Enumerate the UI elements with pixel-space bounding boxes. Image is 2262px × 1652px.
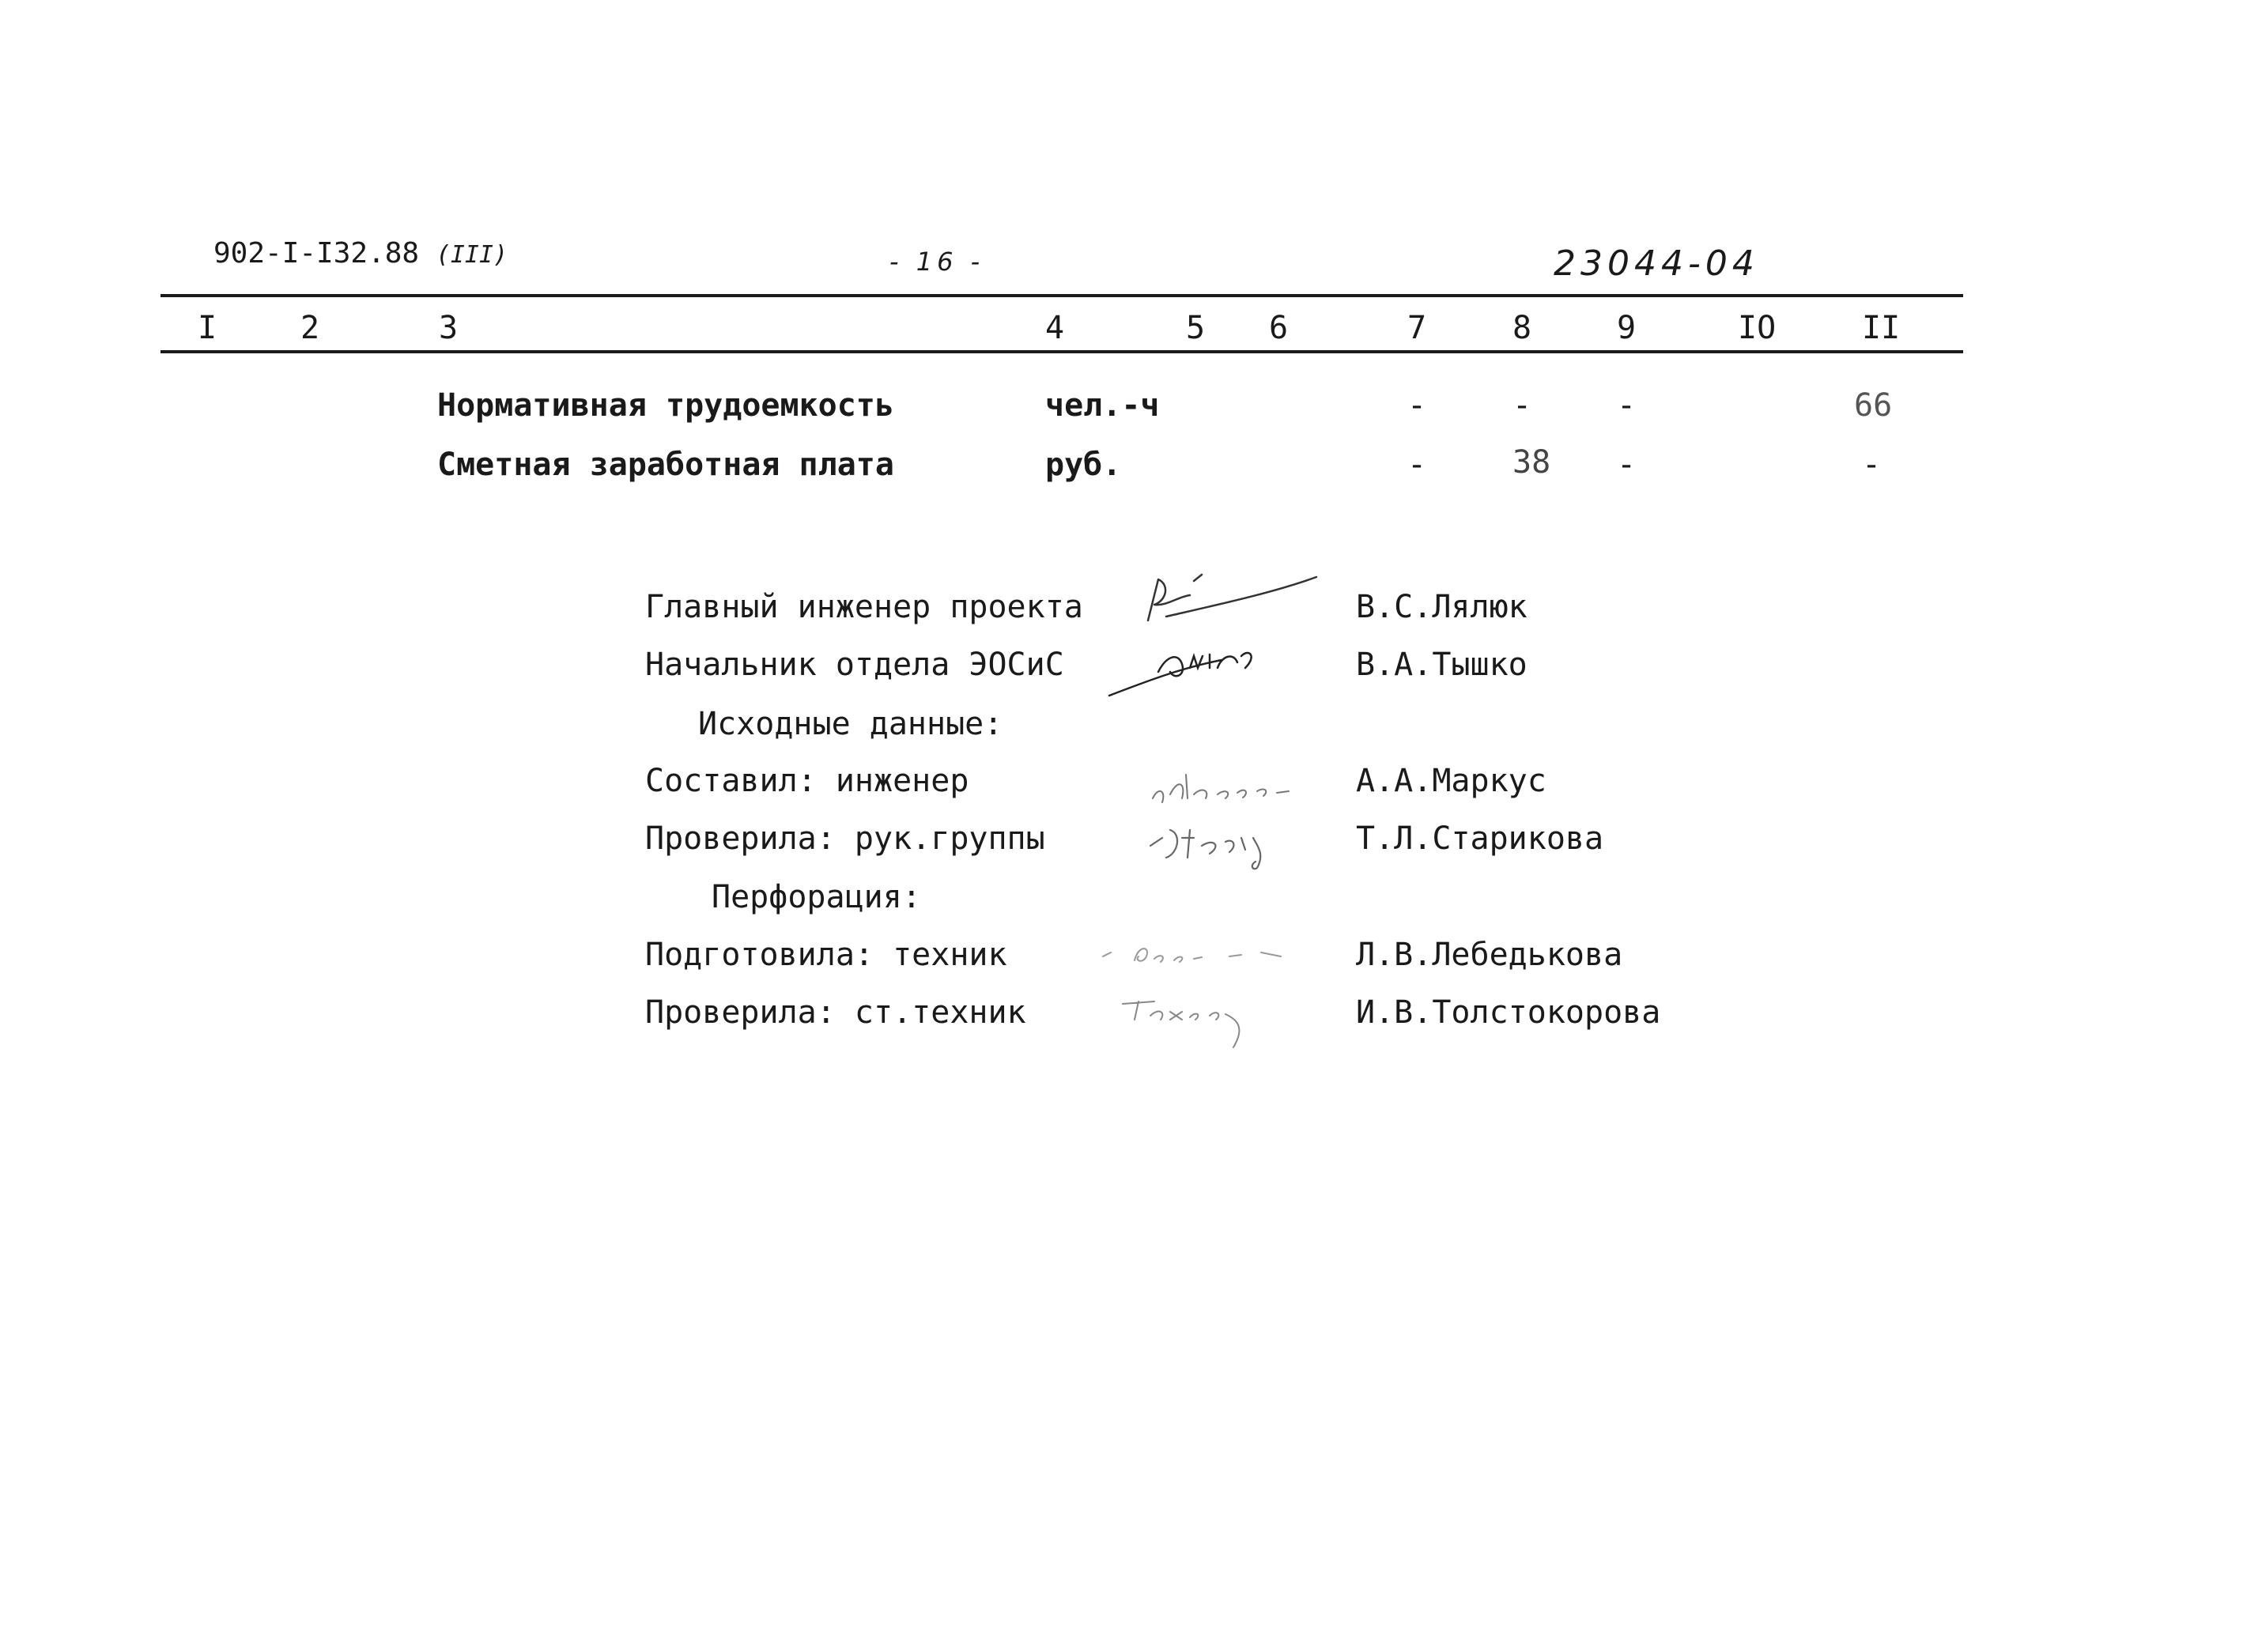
sig-name-checked-group: Т.Л.Старикова <box>1356 820 1604 857</box>
col-9: 9 <box>1617 310 1637 346</box>
row-label: Сметная заработная плата <box>437 447 894 483</box>
sig-name-dept-head: В.А.Тышко <box>1356 647 1528 683</box>
signature-compiled <box>1146 763 1312 818</box>
cell-col9: - <box>1617 447 1637 483</box>
sig-label-prepared: Подготовила: техник <box>645 937 1007 973</box>
signature-dept-head <box>1103 632 1285 703</box>
sig-name-prepared: Л.В.Лебедькова <box>1356 937 1623 973</box>
sig-label-checked-tech: Проверила: ст.техник <box>645 994 1026 1031</box>
col-6: 6 <box>1269 310 1289 346</box>
signature-checked-tech <box>1107 984 1297 1055</box>
col-3: 3 <box>439 310 459 346</box>
sig-label-chief-engineer: Главный инженер проекта <box>645 589 1083 625</box>
cell-col7: - <box>1407 387 1427 424</box>
signature-prepared <box>1091 929 1297 976</box>
col-8: 8 <box>1512 310 1532 346</box>
cell-col9: - <box>1617 387 1637 424</box>
col-5: 5 <box>1186 310 1206 346</box>
cell-col11: 66 <box>1854 387 1893 424</box>
cell-col8: 38 <box>1512 444 1551 481</box>
col-1: I <box>198 310 217 346</box>
sig-label-dept-head: Начальник отдела ЭОСиС <box>645 647 1064 683</box>
sig-label-compiled: Составил: инженер <box>645 763 969 799</box>
col-11: II <box>1862 310 1901 346</box>
col-4: 4 <box>1045 310 1065 346</box>
doc-code-text: 902-I-I32.88 <box>213 237 420 270</box>
table-top-rule <box>160 294 1963 297</box>
perforation-heading: Перфорация: <box>712 879 921 915</box>
table-header-rule <box>160 350 1963 353</box>
source-data-heading: Исходные данные: <box>698 706 1003 742</box>
doc-code-suffix: (III) <box>436 241 508 269</box>
cell-col11: - <box>1862 447 1882 483</box>
sig-label-checked-group: Проверила: рук.группы <box>645 820 1045 857</box>
sig-name-compiled: А.А.Маркус <box>1356 763 1546 799</box>
signature-checked-group <box>1139 814 1305 877</box>
cell-col8: - <box>1512 387 1532 424</box>
doc-code <box>213 237 508 270</box>
sig-name-chief-engineer: В.С.Лялюк <box>1356 589 1528 625</box>
col-2: 2 <box>300 310 320 346</box>
col-7: 7 <box>1407 310 1427 346</box>
row-unit: чел.-ч <box>1045 387 1160 424</box>
row-unit: руб. <box>1045 447 1122 483</box>
doc-number: 23044-04 <box>1554 243 1759 284</box>
row-label: Нормативная трудоемкость <box>437 387 894 424</box>
col-10: IO <box>1738 310 1777 346</box>
page-number: - 16 - <box>889 247 985 277</box>
sig-name-checked-tech: И.В.Толстокорова <box>1356 994 1661 1031</box>
cell-col7: - <box>1407 447 1427 483</box>
